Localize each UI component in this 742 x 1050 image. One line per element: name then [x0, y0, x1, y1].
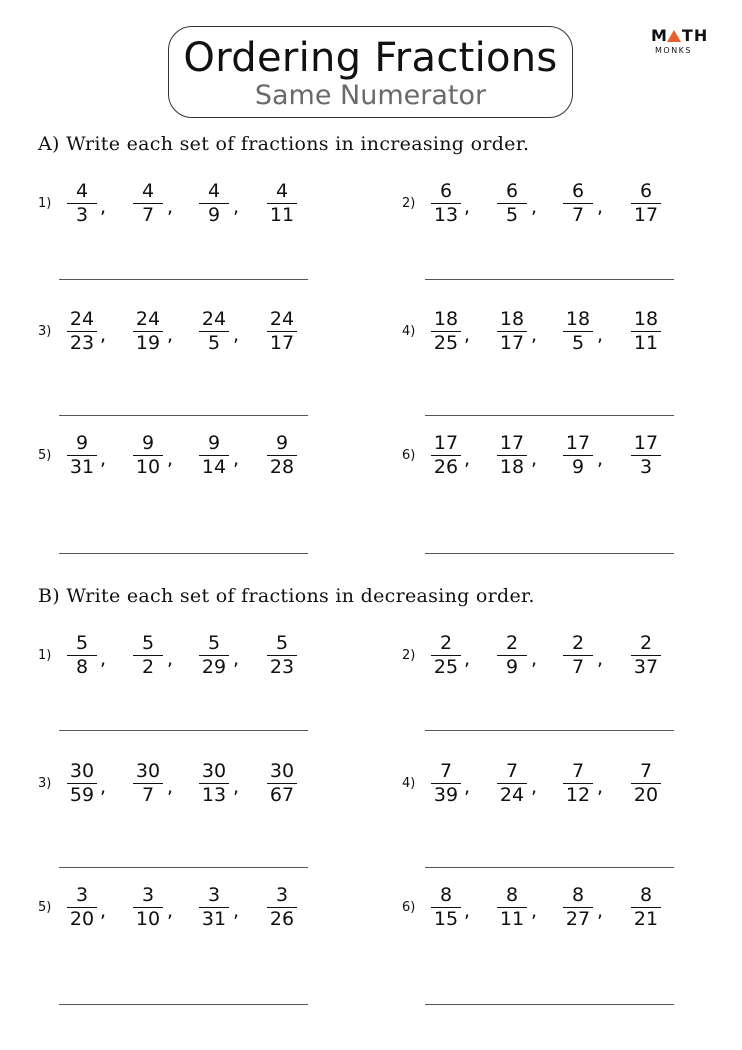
- comma: ,: [464, 776, 471, 798]
- denominator: 24: [499, 784, 525, 806]
- denominator: 10: [135, 456, 161, 478]
- fraction: [494, 180, 530, 226]
- denominator: 9: [505, 656, 519, 678]
- comma: ,: [597, 648, 604, 670]
- answer-line[interactable]: [59, 415, 308, 416]
- numerator: 24: [135, 308, 161, 330]
- title-box: [168, 26, 573, 118]
- numerator: 8: [571, 884, 585, 906]
- fraction: [494, 308, 530, 354]
- numerator: 2: [639, 632, 653, 654]
- answer-line[interactable]: [59, 1004, 308, 1005]
- numerator: 24: [201, 308, 227, 330]
- fraction: [264, 632, 300, 678]
- comma: ,: [167, 776, 174, 798]
- fraction: [196, 632, 232, 678]
- denominator: 17: [499, 332, 525, 354]
- denominator: 23: [269, 656, 295, 678]
- numerator: 9: [141, 432, 155, 454]
- denominator: 9: [207, 204, 221, 226]
- numerator: 24: [269, 308, 295, 330]
- numerator: 7: [639, 760, 653, 782]
- comma: ,: [531, 448, 538, 470]
- comma: ,: [100, 648, 107, 670]
- problem-number: 3): [38, 776, 52, 791]
- fraction: [196, 760, 232, 806]
- denominator: 19: [135, 332, 161, 354]
- numerator: 2: [439, 632, 453, 654]
- numerator: 7: [505, 760, 519, 782]
- numerator: 3: [207, 884, 221, 906]
- numerator: 8: [439, 884, 453, 906]
- numerator: 18: [499, 308, 525, 330]
- denominator: 11: [633, 332, 659, 354]
- comma: ,: [100, 900, 107, 922]
- numerator: 6: [505, 180, 519, 202]
- problem: [38, 308, 308, 370]
- comma: ,: [233, 196, 240, 218]
- denominator: 20: [69, 908, 95, 930]
- fraction: [64, 432, 100, 478]
- numerator: 30: [69, 760, 95, 782]
- problem-number: 4): [402, 776, 416, 791]
- numerator: 2: [571, 632, 585, 654]
- comma: ,: [464, 900, 471, 922]
- fraction: [130, 308, 166, 354]
- comma: ,: [167, 324, 174, 346]
- fraction: [196, 180, 232, 226]
- answer-line[interactable]: [59, 279, 308, 280]
- fraction: [264, 432, 300, 478]
- numerator: 30: [135, 760, 161, 782]
- logo-wordmark: M TH: [651, 26, 709, 45]
- numerator: 4: [75, 180, 89, 202]
- problem: [402, 884, 672, 946]
- denominator: 12: [565, 784, 591, 806]
- fraction: [130, 632, 166, 678]
- comma: ,: [233, 776, 240, 798]
- fraction: [628, 432, 664, 478]
- problem: [402, 308, 672, 370]
- denominator: 9: [571, 456, 585, 478]
- section-a-title: A) Write each set of fractions in increasing order.: [38, 133, 530, 155]
- problem-number: 2): [402, 648, 416, 663]
- denominator: 26: [433, 456, 459, 478]
- fraction: [560, 308, 596, 354]
- problem-number: 2): [402, 196, 416, 211]
- problem-number: 1): [38, 648, 52, 663]
- denominator: 8: [75, 656, 89, 678]
- fraction: [64, 632, 100, 678]
- comma: ,: [464, 196, 471, 218]
- fraction: [560, 632, 596, 678]
- denominator: 11: [499, 908, 525, 930]
- comma: ,: [233, 648, 240, 670]
- numerator: 6: [571, 180, 585, 202]
- fraction: [428, 760, 464, 806]
- problem-number: 6): [402, 448, 416, 463]
- numerator: 3: [75, 884, 89, 906]
- numerator: 24: [69, 308, 95, 330]
- denominator: 3: [639, 456, 653, 478]
- denominator: 31: [201, 908, 227, 930]
- fraction: [494, 884, 530, 930]
- fraction: [428, 884, 464, 930]
- denominator: 37: [633, 656, 659, 678]
- problem-number: 4): [402, 324, 416, 339]
- numerator: 18: [565, 308, 591, 330]
- comma: ,: [100, 196, 107, 218]
- fraction: [628, 884, 664, 930]
- fraction: [428, 632, 464, 678]
- comma: ,: [597, 324, 604, 346]
- denominator: 17: [269, 332, 295, 354]
- comma: ,: [531, 196, 538, 218]
- section-b-title: B) Write each set of fractions in decreasing order.: [38, 585, 535, 607]
- denominator: 28: [269, 456, 295, 478]
- comma: ,: [597, 900, 604, 922]
- numerator: 8: [639, 884, 653, 906]
- comma: ,: [464, 648, 471, 670]
- denominator: 17: [633, 204, 659, 226]
- fraction: [560, 760, 596, 806]
- fraction: [264, 760, 300, 806]
- fraction: [130, 180, 166, 226]
- comma: ,: [464, 448, 471, 470]
- answer-line[interactable]: [425, 867, 674, 868]
- comma: ,: [597, 776, 604, 798]
- comma: ,: [167, 900, 174, 922]
- logo-subtext: MONKS: [655, 46, 693, 55]
- denominator: 20: [633, 784, 659, 806]
- fraction: [628, 760, 664, 806]
- denominator: 15: [433, 908, 459, 930]
- comma: ,: [233, 448, 240, 470]
- numerator: 8: [505, 884, 519, 906]
- fraction: [628, 632, 664, 678]
- numerator: 4: [141, 180, 155, 202]
- numerator: 4: [207, 180, 221, 202]
- fraction: [264, 884, 300, 930]
- problem: [402, 760, 672, 822]
- denominator: 10: [135, 908, 161, 930]
- answer-line[interactable]: [425, 1004, 674, 1005]
- denominator: 2: [141, 656, 155, 678]
- denominator: 3: [75, 204, 89, 226]
- fraction: [560, 432, 596, 478]
- comma: ,: [233, 324, 240, 346]
- denominator: 39: [433, 784, 459, 806]
- fraction: [428, 180, 464, 226]
- fraction: [196, 884, 232, 930]
- answer-line[interactable]: [425, 279, 674, 280]
- comma: ,: [100, 776, 107, 798]
- denominator: 7: [141, 784, 155, 806]
- fraction: [196, 432, 232, 478]
- denominator: 25: [433, 656, 459, 678]
- numerator: 17: [633, 432, 659, 454]
- fraction: [264, 308, 300, 354]
- comma: ,: [167, 448, 174, 470]
- fraction: [64, 760, 100, 806]
- math-monks-logo: [651, 28, 713, 58]
- fraction: [428, 308, 464, 354]
- comma: ,: [531, 324, 538, 346]
- comma: ,: [531, 900, 538, 922]
- fraction: [130, 884, 166, 930]
- problem-number: 5): [38, 900, 52, 915]
- numerator: 5: [141, 632, 155, 654]
- fraction: [628, 308, 664, 354]
- numerator: 2: [505, 632, 519, 654]
- numerator: 17: [499, 432, 525, 454]
- denominator: 5: [207, 332, 221, 354]
- problem: [38, 432, 308, 494]
- problem-number: 6): [402, 900, 416, 915]
- fraction: [130, 760, 166, 806]
- numerator: 3: [141, 884, 155, 906]
- denominator: 5: [505, 204, 519, 226]
- numerator: 17: [433, 432, 459, 454]
- problem: [38, 884, 308, 946]
- comma: ,: [597, 448, 604, 470]
- fraction: [494, 432, 530, 478]
- denominator: 5: [571, 332, 585, 354]
- fraction: [494, 760, 530, 806]
- numerator: 9: [207, 432, 221, 454]
- answer-line[interactable]: [425, 730, 674, 731]
- numerator: 30: [269, 760, 295, 782]
- problem: [402, 180, 672, 242]
- numerator: 18: [433, 308, 459, 330]
- problem-number: 1): [38, 196, 52, 211]
- numerator: 5: [275, 632, 289, 654]
- numerator: 4: [275, 180, 289, 202]
- denominator: 31: [69, 456, 95, 478]
- numerator: 17: [565, 432, 591, 454]
- numerator: 6: [639, 180, 653, 202]
- numerator: 5: [75, 632, 89, 654]
- denominator: 23: [69, 332, 95, 354]
- fraction: [64, 884, 100, 930]
- problem: [38, 180, 308, 242]
- fraction: [196, 308, 232, 354]
- comma: ,: [100, 448, 107, 470]
- fraction: [64, 308, 100, 354]
- answer-line[interactable]: [59, 730, 308, 731]
- numerator: 5: [207, 632, 221, 654]
- problem: [402, 632, 672, 694]
- denominator: 59: [69, 784, 95, 806]
- fraction: [628, 180, 664, 226]
- denominator: 13: [433, 204, 459, 226]
- numerator: 30: [201, 760, 227, 782]
- numerator: 9: [75, 432, 89, 454]
- denominator: 21: [633, 908, 659, 930]
- fraction: [494, 632, 530, 678]
- comma: ,: [597, 196, 604, 218]
- page-subtitle: Same Numerator: [254, 80, 487, 111]
- numerator: 6: [439, 180, 453, 202]
- numerator: 7: [439, 760, 453, 782]
- problem: [38, 632, 308, 694]
- numerator: 9: [275, 432, 289, 454]
- problem-number: 3): [38, 324, 52, 339]
- numerator: 18: [633, 308, 659, 330]
- denominator: 18: [499, 456, 525, 478]
- fraction: [560, 180, 596, 226]
- page-title: Ordering Fractions: [183, 35, 558, 81]
- problem: [402, 432, 672, 494]
- denominator: 29: [201, 656, 227, 678]
- comma: ,: [531, 776, 538, 798]
- answer-line[interactable]: [425, 553, 674, 554]
- comma: ,: [167, 196, 174, 218]
- problem-number: 5): [38, 448, 52, 463]
- answer-line[interactable]: [59, 867, 308, 868]
- fraction: [428, 432, 464, 478]
- fraction: [130, 432, 166, 478]
- comma: ,: [100, 324, 107, 346]
- comma: ,: [233, 900, 240, 922]
- denominator: 7: [571, 204, 585, 226]
- comma: ,: [464, 324, 471, 346]
- numerator: 3: [275, 884, 289, 906]
- denominator: 67: [269, 784, 295, 806]
- answer-line[interactable]: [59, 553, 308, 554]
- denominator: 14: [201, 456, 227, 478]
- comma: ,: [167, 648, 174, 670]
- fraction: [64, 180, 100, 226]
- answer-line[interactable]: [425, 415, 674, 416]
- denominator: 27: [565, 908, 591, 930]
- denominator: 7: [141, 204, 155, 226]
- denominator: 26: [269, 908, 295, 930]
- denominator: 13: [201, 784, 227, 806]
- denominator: 7: [571, 656, 585, 678]
- denominator: 25: [433, 332, 459, 354]
- comma: ,: [531, 648, 538, 670]
- fraction: [264, 180, 300, 226]
- denominator: 11: [269, 204, 295, 226]
- problem: [38, 760, 308, 822]
- fraction: [560, 884, 596, 930]
- logo-triangle-icon: [667, 30, 681, 42]
- numerator: 7: [571, 760, 585, 782]
